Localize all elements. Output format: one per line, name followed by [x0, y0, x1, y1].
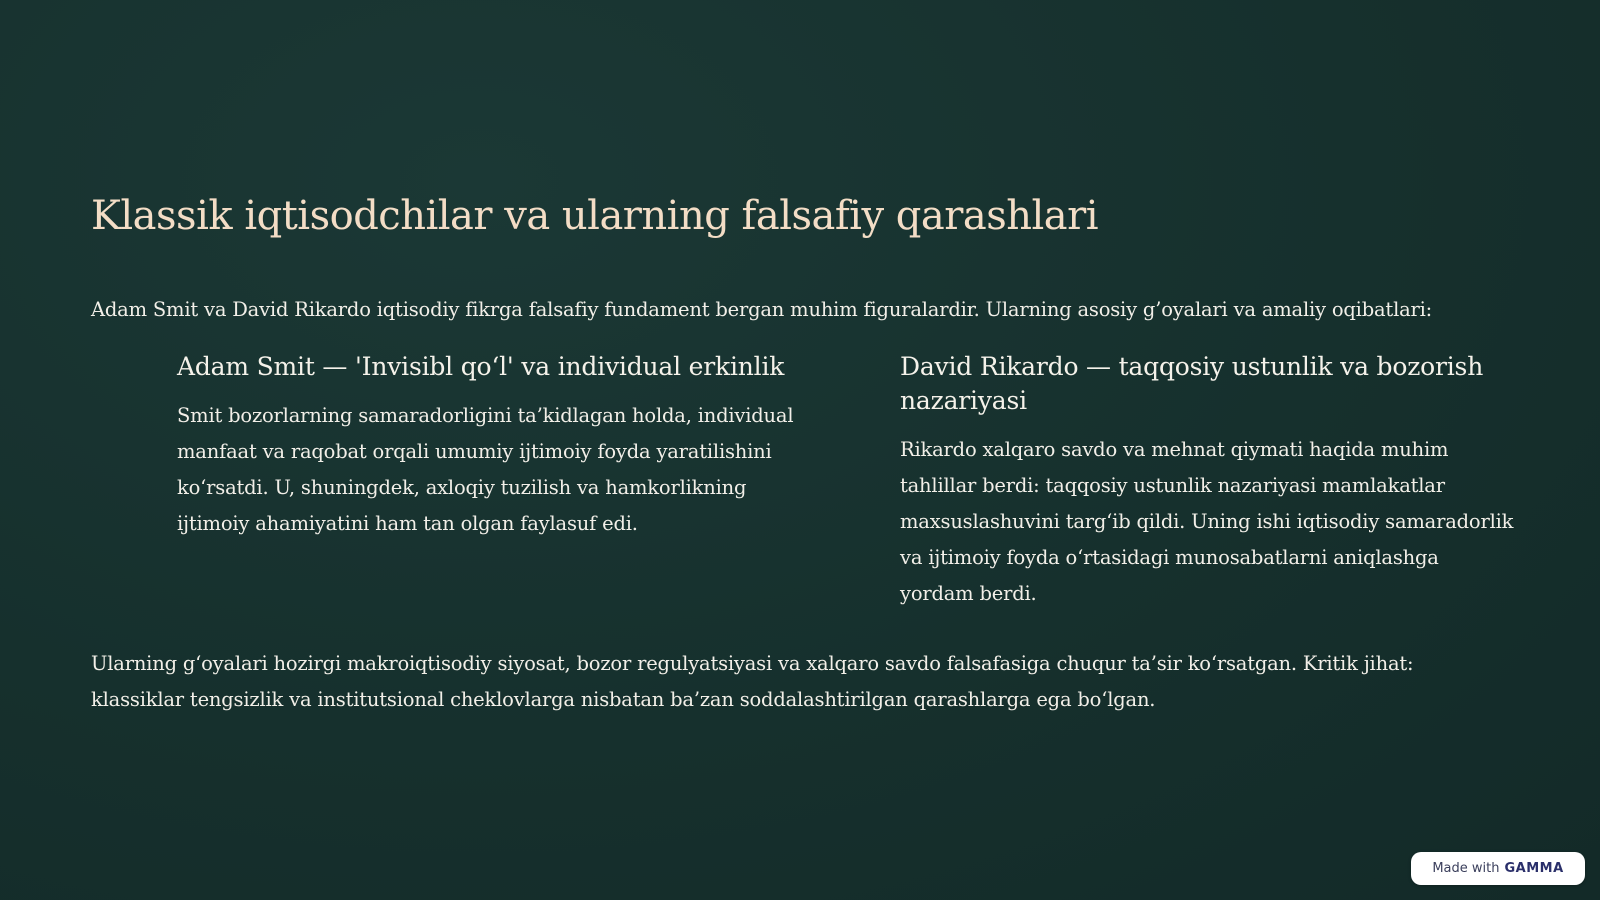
column-body: Rikardo xalqaro savdo va mehnat qiymati haqida muhim tahlillar berdi: taqqosiy ustunlik nazariyasi mamlakatlar maxsuslashuvini targ‘ib qildi. Uning ishi iqtisodiy samaradorlik va ijtimoiy foyda o‘rtasidagi munosabatlarni aniqlashga yordam berdi.: [900, 438, 1514, 605]
gamma-logo: GAMMA: [1504, 861, 1564, 876]
column-heading: David Rikardo — taqqosiy ustunlik va bozorish nazariyasi: [900, 352, 1484, 415]
outro-paragraph: Ularning g‘oyalari hozirgi makroiqtisodiy siyosat, bozor regulyatsiyasi va xalqaro savdo falsafasiga chuqur ta’sir ko‘rsatgan. Kritik jihat: klassiklar tengsizlik va institutsional cheklovlarga nisbatan ba’zan soddalashtirilgan qarashlarga ega bo‘lgan.: [91, 652, 1414, 711]
badge-prefix: Made with: [1432, 861, 1500, 876]
intro-paragraph: Adam Smit va David Rikardo iqtisodiy fikrga falsafiy fundament bergan muhim figuralardir. Ularning asosiy g’oyalari va amaliy oqibatlari:: [91, 298, 1433, 321]
column-david-rikardo: [900, 350, 1515, 612]
column-heading: Adam Smit — 'Invisibl qo‘l' va individual erkinlik: [177, 352, 785, 381]
column-adam-smit: [177, 350, 797, 542]
column-body: Smit bozorlarning samaradorligini ta’kidlagan holda, individual manfaat va raqobat orqali umumiy ijtimoiy foyda yaratilishini ko‘rsatdi. U, shuningdek, axloqiy tuzilish va hamkorlikning ijtimoiy ahamiyatini ham tan olgan faylasuf edi.: [177, 404, 794, 535]
made-with-gamma-badge[interactable]: [1411, 852, 1585, 885]
slide-title: Klassik iqtisodchilar va ularning falsafiy qarashlari: [91, 193, 1099, 239]
